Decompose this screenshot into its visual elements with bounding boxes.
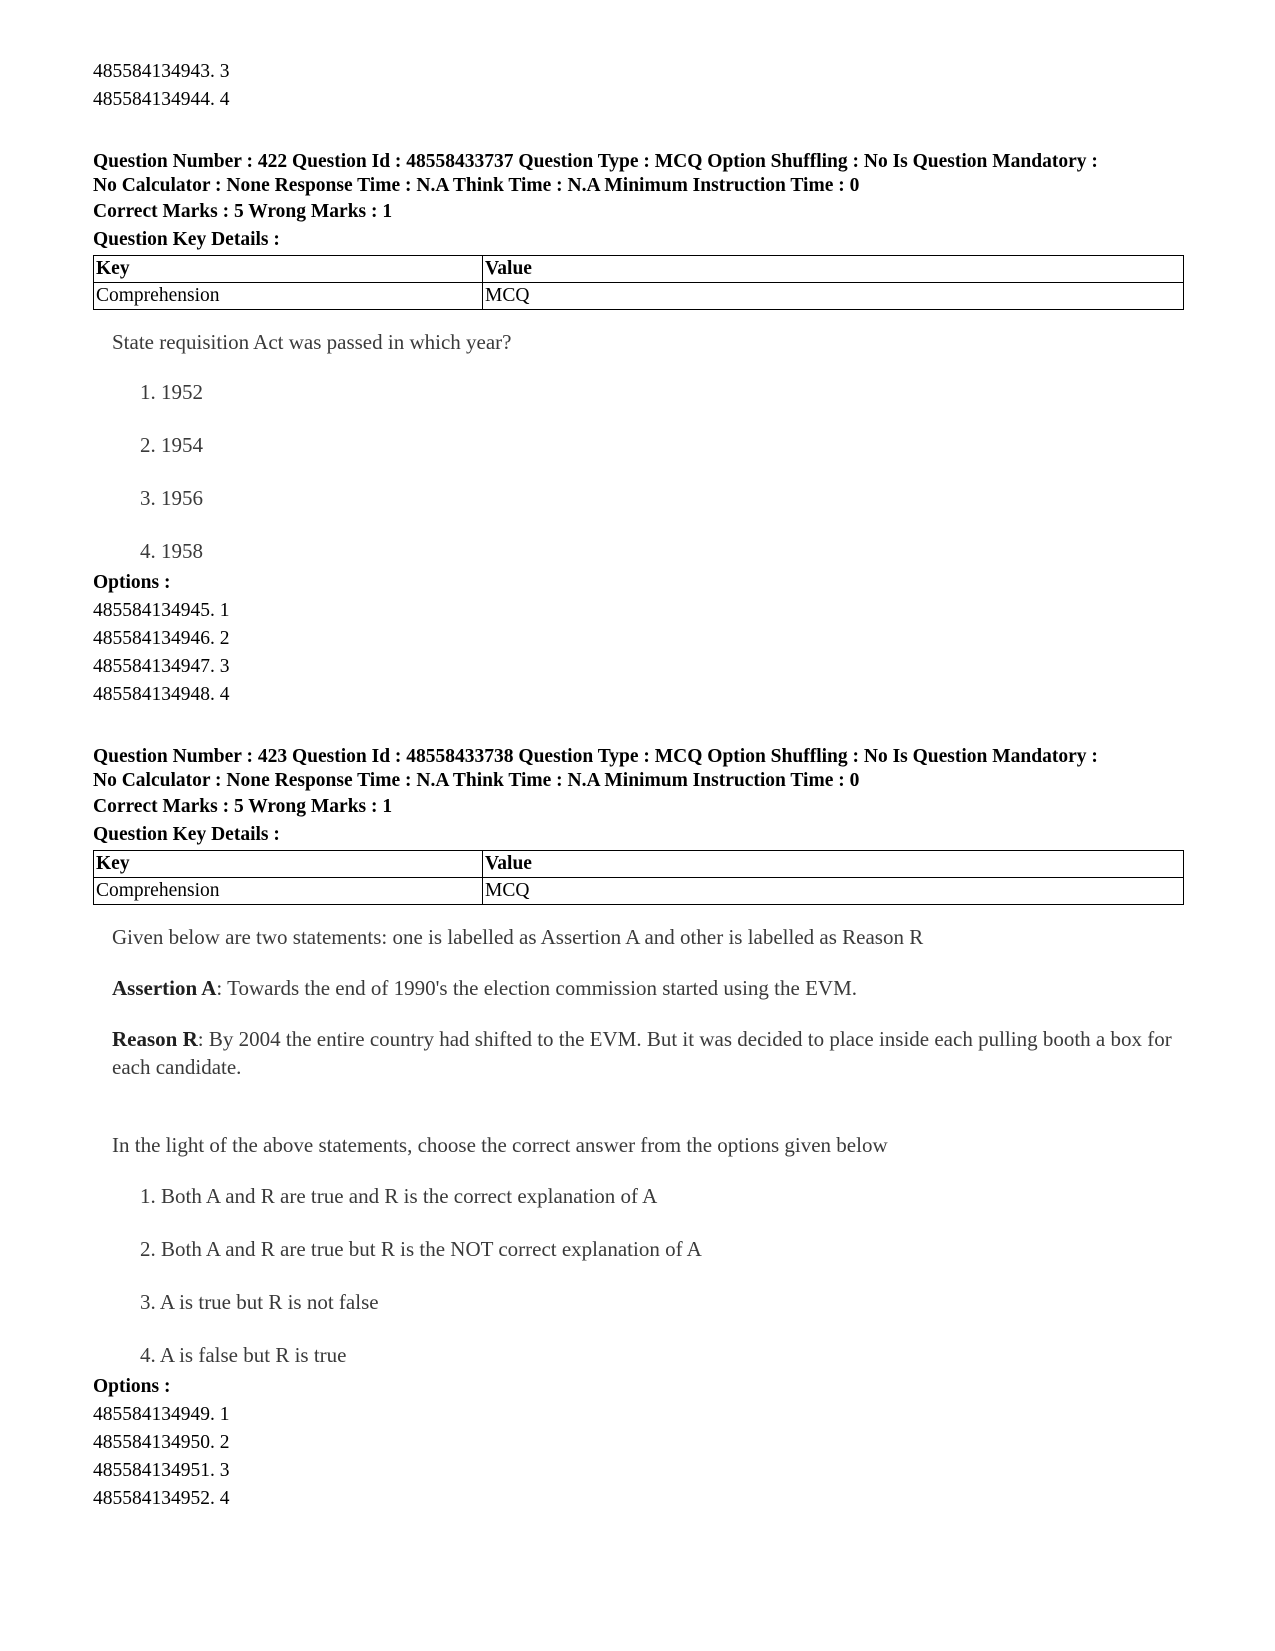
marks-line: Correct Marks : 5 Wrong Marks : 1 bbox=[93, 796, 393, 817]
value-header-cell: Value bbox=[483, 256, 1184, 283]
options-label: Options : bbox=[93, 572, 171, 593]
choice-item: 4. 1958 bbox=[140, 539, 203, 563]
option-row: 485584134952. 4 bbox=[93, 1488, 230, 1509]
choice-item: 1. 1952 bbox=[140, 380, 203, 404]
option-row: 485584134946. 2 bbox=[93, 628, 230, 649]
option-row: 485584134949. 1 bbox=[93, 1404, 230, 1425]
options-list bbox=[93, 1373, 1183, 1513]
option-row: 485584134951. 3 bbox=[93, 1460, 230, 1481]
key-details-label: Question Key Details : bbox=[93, 824, 280, 845]
question-header-line1: Question Number : 423 Question Id : 48558433738 Question Type : MCQ Option Shuffling : No Is Question Mandatory : bbox=[93, 746, 1098, 767]
assertion-label: Assertion A bbox=[112, 976, 217, 1000]
choice-item: 3. 1956 bbox=[140, 486, 203, 510]
option-row: 485584134945. 1 bbox=[93, 600, 230, 621]
question-header-line1: Question Number : 422 Question Id : 48558433737 Question Type : MCQ Option Shuffling : No Is Question Mandatory : bbox=[93, 151, 1098, 172]
key-cell: Comprehension bbox=[94, 878, 483, 905]
option-row: 485584134950. 2 bbox=[93, 1432, 230, 1453]
question-intro: Given below are two statements: one is labelled as Assertion A and other is labelled as Reason R bbox=[112, 925, 924, 949]
question-instruction: In the light of the above statements, choose the correct answer from the options given below bbox=[112, 1133, 888, 1157]
option-row: 485584134943. 3 bbox=[93, 61, 230, 82]
options-label: Options : bbox=[93, 1376, 171, 1397]
choice-item: 2. Both A and R are true but R is the NOT correct explanation of A bbox=[140, 1237, 702, 1261]
value-cell: MCQ bbox=[483, 878, 1184, 905]
question-image bbox=[93, 923, 1183, 1371]
option-row: 485584134948. 4 bbox=[93, 684, 230, 705]
reason-text: : By 2004 the entire country had shifted to the EVM. But it was decided to place inside each pulling booth a box for each candidate. bbox=[112, 1027, 1172, 1079]
question-header-line2: No Calculator : None Response Time : N.A Think Time : N.A Minimum Instruction Time : 0 bbox=[93, 770, 860, 791]
option-row: 485584134947. 3 bbox=[93, 656, 230, 677]
value-cell: MCQ bbox=[483, 283, 1184, 310]
reason-label: Reason R bbox=[112, 1027, 198, 1051]
marks-line: Correct Marks : 5 Wrong Marks : 1 bbox=[93, 201, 393, 222]
reason-statement bbox=[93, 1025, 1172, 1081]
key-details-table bbox=[93, 255, 1184, 310]
assertion-text: : Towards the end of 1990's the election commission started using the EVM. bbox=[216, 976, 857, 1000]
choice-item: 2. 1954 bbox=[140, 433, 203, 457]
choice-item: 1. Both A and R are true and R is the correct explanation of A bbox=[140, 1184, 658, 1208]
key-header-cell: Key bbox=[94, 256, 483, 283]
question-text: State requisition Act was passed in which year? bbox=[112, 330, 512, 354]
choice-item: 4. A is false but R is true bbox=[140, 1343, 347, 1367]
question-block-423 bbox=[93, 745, 1183, 1513]
key-header-cell: Key bbox=[94, 851, 483, 878]
value-header-cell: Value bbox=[483, 851, 1184, 878]
question-block-422 bbox=[93, 150, 1183, 709]
question-image bbox=[93, 328, 1183, 567]
prev-options-list bbox=[93, 58, 1183, 114]
document-page bbox=[93, 58, 1183, 1513]
question-header-line2: No Calculator : None Response Time : N.A Think Time : N.A Minimum Instruction Time : 0 bbox=[93, 175, 860, 196]
key-details-table bbox=[93, 850, 1184, 905]
options-list bbox=[93, 569, 1183, 709]
key-cell: Comprehension bbox=[94, 283, 483, 310]
assertion-statement bbox=[93, 974, 1172, 1002]
key-details-label: Question Key Details : bbox=[93, 229, 280, 250]
option-row: 485584134944. 4 bbox=[93, 89, 230, 110]
choice-item: 3. A is true but R is not false bbox=[140, 1290, 379, 1314]
